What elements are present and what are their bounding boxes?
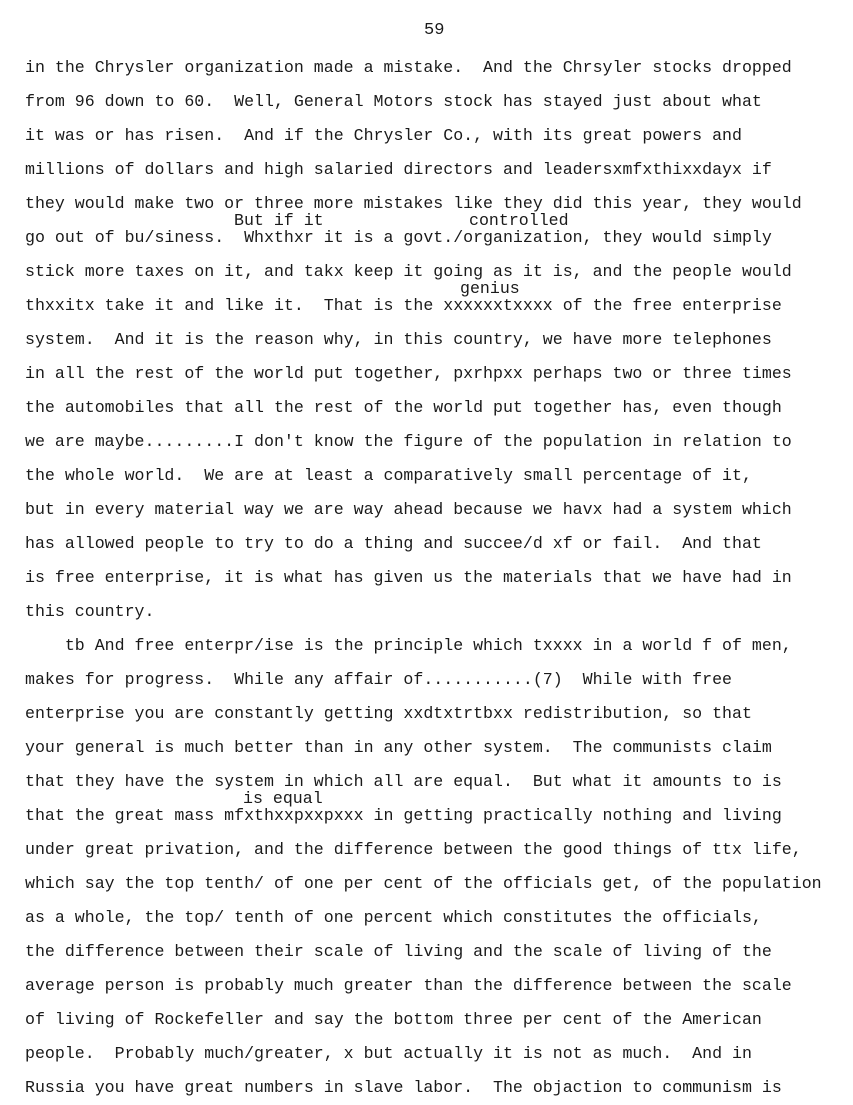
text-line: under great privation, and the difference between the good things of ttx life, (25, 840, 802, 859)
interlinear-insertion: genius (460, 278, 520, 298)
interlinear-insertion: is equal (243, 788, 323, 808)
text-line: thxxitx take it and like it. That is the xxxxxxtxxxx of the free enterprise (25, 296, 782, 315)
text-line: we are maybe.........I don't know the figure of the population in relation to (25, 432, 792, 451)
text-line: as a whole, the top/ tenth of one percent which constitutes the officials, (25, 908, 762, 927)
text-line: in the Chrysler organization made a mistake. And the Chrsyler stocks dropped (25, 58, 792, 77)
text-line: enterprise you are constantly getting xxdtxtrtbxx redistribution, so that (25, 704, 752, 723)
interlinear-insertion: But if it (234, 210, 324, 230)
text-line: Russia you have great numbers in slave labor. The objaction to communism is (25, 1078, 782, 1097)
text-line: stick more taxes on it, and takx keep it going as it is, and the people would (25, 262, 792, 281)
text-line: has allowed people to try to do a thing and succee/d xf or fail. And that (25, 534, 762, 553)
text-line: that the great mass mfxthxxpxxpxxx in getting practically nothing and living (25, 806, 782, 825)
text-line: average person is probably much greater than the difference between the scale (25, 976, 792, 995)
text-line: the difference between their scale of living and the scale of living of the (25, 942, 772, 961)
text-line: tb And free enterpr/ise is the principle which txxxx in a world f of men, (25, 636, 792, 655)
text-line: it was or has risen. And if the Chrysler Co., with its great powers and (25, 126, 742, 145)
text-line: people. Probably much/greater, x but actually it is not as much. And in (25, 1044, 752, 1063)
text-line: they would make two or three more mistakes like they did this year, they would (25, 194, 802, 213)
text-line: which say the top tenth/ of one per cent of the officials get, of the population (25, 874, 822, 893)
text-line: system. And it is the reason why, in this country, we have more telephones (25, 330, 772, 349)
text-line: this country. (25, 602, 155, 621)
text-line: the whole world. We are at least a comparatively small percentage of it, (25, 466, 752, 485)
text-line: from 96 down to 60. Well, General Motors stock has stayed just about what (25, 92, 762, 111)
interlinear-insertion: controlled (469, 210, 569, 230)
text-line: of living of Rockefeller and say the bottom three per cent of the American (25, 1010, 762, 1029)
text-line: millions of dollars and high salaried directors and leadersxmfxthixxdayx if (25, 160, 772, 179)
text-line: but in every material way we are way ahead because we havx had a system which (25, 500, 792, 519)
text-line: in all the rest of the world put together, pxrhpxx perhaps two or three times (25, 364, 792, 383)
text-line: the automobiles that all the rest of the world put together has, even though (25, 398, 782, 417)
text-line: go out of bu/siness. Whxthxr it is a govt./organization, they would simply (25, 228, 772, 247)
text-line: makes for progress. While any affair of...........(7) While with free (25, 670, 733, 689)
text-line: is free enterprise, it is what has given us the materials that we have had in (25, 568, 792, 587)
text-line: your general is much better than in any other system. The communists claim (25, 738, 772, 757)
text-line: that they have the system in which all are equal. But what it amounts to is (25, 772, 782, 791)
page-number: 59 (424, 21, 445, 40)
